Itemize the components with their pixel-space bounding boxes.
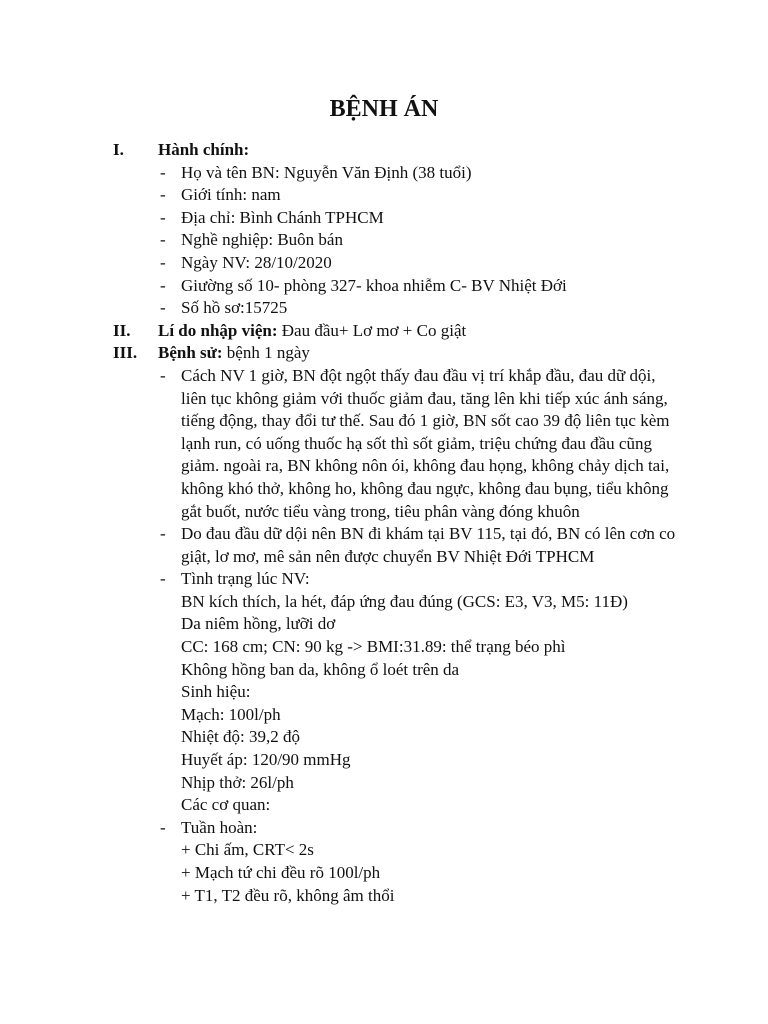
list-item: - Giường số 10- phòng 327- khoa nhiễm C- BV Nhiệt Đới	[160, 275, 567, 295]
status-line: Sinh hiệu:	[181, 682, 251, 702]
circulation-label: - Tuần hoàn:	[160, 817, 258, 837]
document-title: BỆNH ÁN	[329, 96, 439, 122]
circulation-line: + Chi ấm, CRT< 2s	[181, 840, 314, 860]
admission-status-label: - Tình trạng lúc NV:	[160, 569, 310, 589]
status-line: Mạch: 100l/ph	[181, 704, 281, 724]
history-paragraph: - Do đau đầu dữ dội nên BN đi khám tại BV 115, tại đó, BN có lên cơn co giật, lơ mơ, mê sản nên được chuyển BV Nhiệt Đới TPHCM	[160, 524, 676, 566]
list-item: - Giới tính: nam	[160, 185, 281, 205]
status-line: Các cơ quan:	[181, 795, 271, 815]
status-line: Da niêm hồng, lưỡi dơ	[181, 614, 336, 634]
section-admin	[0, 139, 768, 162]
status-line: Nhịp thở: 26l/ph	[181, 772, 294, 792]
list-item: - Số hồ sơ:15725	[160, 298, 288, 318]
section-number: II.	[113, 320, 131, 340]
list-item: - Ngày NV: 28/10/2020	[160, 252, 332, 272]
section-heading: Lí do nhập viện:	[158, 320, 278, 340]
status-line: BN kích thích, la hét, đáp ứng đau đúng (GCS: E3, V3, M5: 11Đ)	[181, 591, 628, 611]
status-line: CC: 168 cm; CN: 90 kg -> BMI:31.89: thể trạng béo phì	[181, 637, 566, 657]
section-heading: Hành chính:	[158, 140, 250, 159]
circulation-line: + Mạch tứ chi đều rõ 100l/ph	[181, 863, 381, 882]
reason-text: Đau đầu+ Lơ mơ + Co giật	[281, 320, 467, 340]
status-line: Nhiệt độ: 39,2 độ	[181, 727, 300, 747]
document-body	[0, 139, 768, 907]
history-duration: bệnh 1 ngày	[226, 343, 310, 363]
status-line: Huyết áp: 120/90 mmHg	[181, 750, 351, 770]
list-item: - Địa chỉ: Bình Chánh TPHCM	[160, 207, 384, 227]
status-line: Không hồng ban da, không ổ loét trên da	[181, 659, 460, 679]
list-item: - Họ và tên BN: Nguyễn Văn Định (38 tuổi)	[160, 162, 472, 182]
section-heading: Bệnh sử:	[158, 343, 223, 363]
section-reason	[0, 320, 768, 343]
list-item: - Nghề nghiệp: Buôn bán	[160, 230, 343, 250]
section-number: III.	[113, 343, 138, 363]
section-history	[0, 342, 768, 365]
history-paragraph: - Cách NV 1 giờ, BN đột ngột thấy đau đầu vị trí khắp đầu, đau dữ dội, liên tục không giảm với thuốc giảm đau, tăng lên khi tiếp xúc ánh sáng, tiếng động, thay đổi tư thế. Sau đó 1 giờ, BN sốt cao 39 độ liên tục kèm lạnh run, có uống thuốc hạ sốt thì sốt giảm, triệu chứng đau đầu cũng giảm. ngoài ra, BN không nôn ói, không đau họng, không chảy dịch tai, không khó thở, không ho, không đau ngực, không đau bụng, tiểu không gắt buốt, nước tiểu vàng trong, tiêu phân vàng đóng khuôn	[160, 365, 670, 521]
section-number: I.	[113, 140, 124, 159]
circulation-line: + T1, T2 đều rõ, không âm thổi	[181, 885, 395, 905]
